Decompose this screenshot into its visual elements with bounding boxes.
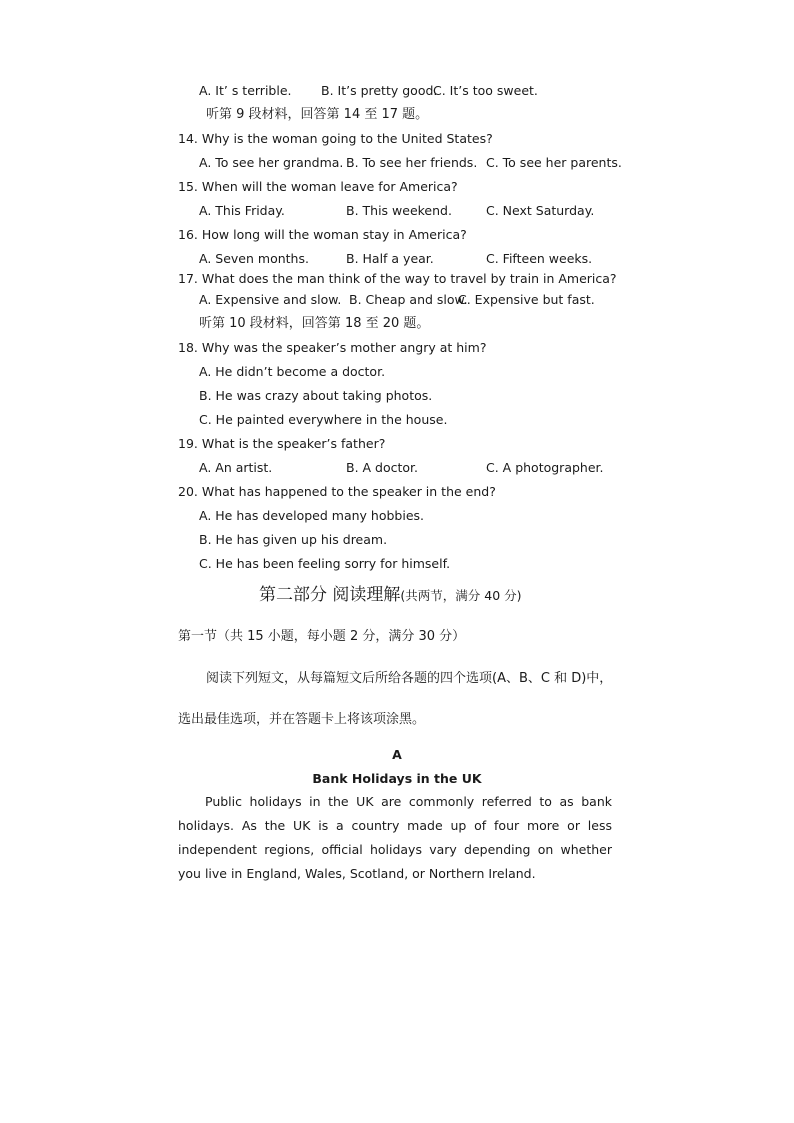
part2-heading bbox=[259, 585, 522, 606]
q20-option-a: A. He has developed many hobbies. bbox=[199, 508, 424, 523]
q13-option-b: B. It’s pretty good. bbox=[321, 83, 438, 98]
question-17: 17. What does the man think of the way to travel by train in America? bbox=[178, 271, 617, 286]
q19-option-b: B. A doctor. bbox=[346, 460, 419, 475]
question-14: 14. Why is the woman going to the United States? bbox=[178, 131, 493, 146]
passage-body: Public holidays in the UK are commonly referred to as bank holidays. As the UK is a country made up of four more or less independent regions, official holidays vary depending on whether you live in England, Wales, Scotland, or Northern Ireland. bbox=[178, 794, 612, 881]
q16-option-a: A. Seven months. bbox=[199, 251, 309, 266]
q17-option-a: A. Expensive and slow. bbox=[199, 292, 342, 307]
q17-option-c: C. Expensive but fast. bbox=[458, 292, 595, 307]
question-20: 20. What has happened to the speaker in the end? bbox=[178, 484, 496, 499]
q16-option-b: B. Half a year. bbox=[346, 251, 434, 266]
question-18: 18. Why was the speaker’s mother angry at him? bbox=[178, 340, 487, 355]
q20-option-c: C. He has been feeling sorry for himself. bbox=[199, 556, 451, 571]
q14-option-a: A. To see her grandma. bbox=[199, 155, 344, 170]
question-15: 15. When will the woman leave for America? bbox=[178, 179, 458, 194]
q20-option-b: B. He has given up his dream. bbox=[199, 532, 388, 547]
q19-option-a: A. An artist. bbox=[199, 460, 273, 475]
q18-option-a: A. He didn’t become a doctor. bbox=[199, 364, 386, 379]
reading-instruction-line2: 选出最佳选项，并在答题卡上将该项涂黑。 bbox=[178, 712, 426, 727]
question-19: 19. What is the speaker’s father? bbox=[178, 436, 386, 451]
reading-instruction-line1: 阅读下列短文，从每篇短文后所给各题的四个选项(A、B、C 和 D)中， bbox=[206, 671, 613, 686]
material-10-instruction: 听第 10 段材料，回答第 18 至 20 题。 bbox=[199, 316, 430, 331]
passage-letter: A bbox=[392, 747, 402, 762]
material-9-instruction: 听第 9 段材料，回答第 14 至 17 题。 bbox=[206, 107, 429, 122]
passage-title: Bank Holidays in the UK bbox=[312, 771, 482, 786]
q17-option-b: B. Cheap and slow. bbox=[349, 292, 468, 307]
q15-option-c: C. Next Saturday. bbox=[486, 203, 595, 218]
q13-option-a: A. It’ s terrible. bbox=[199, 83, 292, 98]
q18-option-c: C. He painted everywhere in the house. bbox=[199, 412, 448, 427]
q18-option-b: B. He was crazy about taking photos. bbox=[199, 388, 433, 403]
q13-option-c: C. It’s too sweet. bbox=[433, 83, 538, 98]
q15-option-b: B. This weekend. bbox=[346, 203, 452, 218]
q14-option-c: C. To see her parents. bbox=[486, 155, 622, 170]
q19-option-c: C. A photographer. bbox=[486, 460, 604, 475]
part2-title: 第二部分 阅读理解 bbox=[259, 585, 401, 605]
q16-option-c: C. Fifteen weeks. bbox=[486, 251, 593, 266]
part2-title-note: (共两节，满分 40 分) bbox=[400, 588, 522, 603]
q15-option-a: A. This Friday. bbox=[199, 203, 285, 218]
q14-option-b: B. To see her friends. bbox=[346, 155, 478, 170]
question-16: 16. How long will the woman stay in America? bbox=[178, 227, 467, 242]
section1-heading: 第一节（共 15 小题，每小题 2 分，满分 30 分） bbox=[178, 629, 466, 644]
